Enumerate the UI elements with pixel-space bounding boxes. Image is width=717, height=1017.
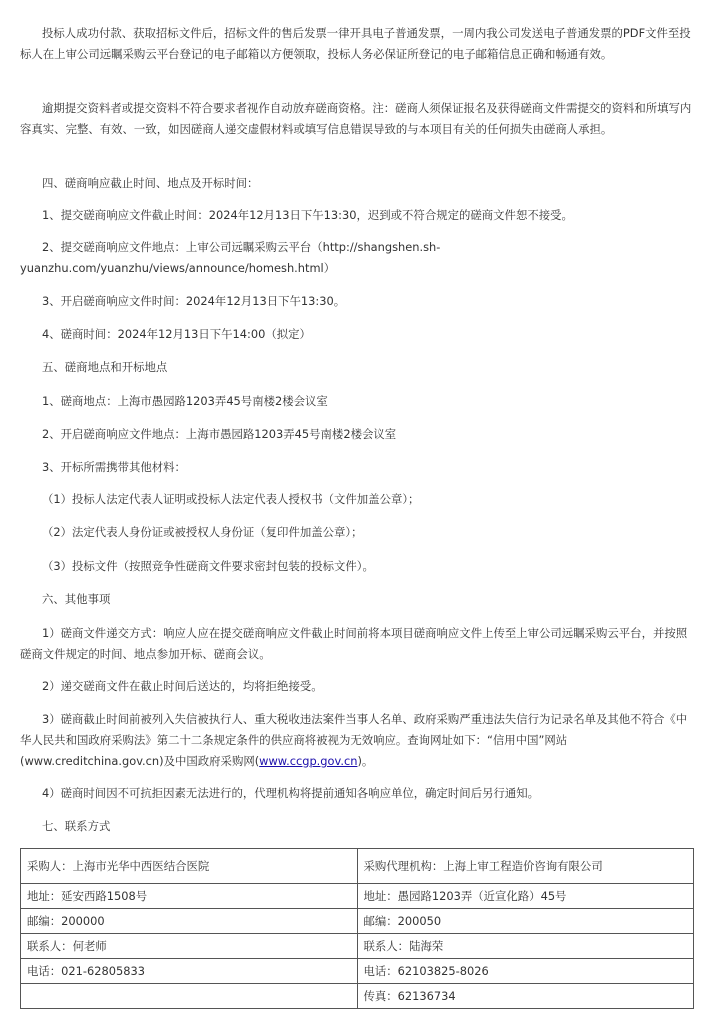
section-4-item-2-text: 2、提交磋商响应文件地点：上审公司远瞩采购云平台（http://shangshen.sh-yuanzhu.com/yuanzhu/views/announce/homesh.html）	[20, 240, 441, 275]
empty-cell	[21, 984, 358, 1009]
purchaser-cell: 采购人：上海市光华中西医结合医院	[21, 849, 358, 884]
section-4-item-3: 3、开启磋商响应文件时间：2024年12月13日下午13:30。	[42, 294, 346, 308]
purchaser-contact-cell: 联系人：何老师	[21, 934, 358, 959]
agency-postcode-cell: 邮编：200050	[357, 909, 694, 934]
section-6-item-3-end: )。	[357, 754, 374, 768]
section-5-material-1: （1）投标人法定代表人证明或投标人法定代表人授权书（文件加盖公章）；	[42, 492, 420, 506]
agency-cell: 采购代理机构：上海上审工程造价咨询有限公司	[357, 849, 694, 884]
section-6-item-2: 2）递交磋商文件在截止时间后送达的，均将拒绝接受。	[42, 679, 323, 693]
table-row	[21, 849, 694, 884]
section-4-item-4: 4、磋商时间：2024年12月13日下午14:00（拟定）	[42, 327, 311, 341]
purchaser-phone-cell: 电话：021-62805833	[21, 959, 358, 984]
section-5-material-3: （3）投标文件（按照竞争性磋商文件要求密封包装的投标文件）。	[42, 559, 374, 573]
section-4-item-2	[20, 237, 694, 279]
section-5-heading: 五、磋商地点和开标地点	[42, 360, 168, 374]
purchaser-address-cell: 地址：延安西路1508号	[21, 884, 358, 909]
table-row	[21, 959, 694, 984]
section-4-heading: 四、磋商响应截止时间、地点及开标时间：	[42, 176, 259, 190]
invoice-paragraph: 投标人成功付款、获取招标文件后，招标文件的售后发票一律开具电子普通发票，一周内我公司发送电子普通发票的PDF文件至投标人在上审公司远瞩采购云平台登记的电子邮箱以方便领取，投标人务必保证所登记的电子邮箱信息正确和畅通有效。	[20, 26, 691, 61]
section-6-item-3	[20, 709, 694, 772]
agency-address-cell: 地址：愚园路1203弄（近宣化路）45号	[357, 884, 694, 909]
purchaser-postcode-cell: 邮编：200000	[21, 909, 358, 934]
agency-contact-cell: 联系人：陆海荣	[357, 934, 694, 959]
agency-fax-cell: 传真：62136734	[357, 984, 694, 1009]
table-row	[21, 884, 694, 909]
agency-phone-cell: 电话：62103825-8026	[357, 959, 694, 984]
section-6-item-1	[20, 623, 694, 665]
section-6-item-3-text: 3）磋商截止时间前被列入失信被执行人、重大税收违法案件当事人名单、政府采购严重违法失信行为记录名单及其他不符合《中华人民共和国政府采购法》第二十二条规定条件的供应商将被视为无效响应。查询网址如下：“信用中国”网站(www.creditchina.gov.cn)及中国政府采购网(	[20, 712, 688, 768]
section-5-item-2: 2、开启磋商响应文件地点：上海市愚园路1203弄45号南楼2楼会议室	[42, 427, 397, 441]
section-5-item-3: 3、开标所需携带其他材料：	[42, 460, 186, 474]
qualification-paragraph: 逾期提交资料者或提交资料不符合要求者视作自动放弃磋商资格。注：磋商人须保证报名及获得磋商文件需提交的资料和所填写内容真实、完整、有效、一致，如因磋商人递交虚假材料或填写信息错误导致的与本项目有关的任何损失由磋商人承担。	[20, 101, 692, 136]
section-6-heading: 六、其他事项	[42, 592, 111, 606]
table-row	[21, 934, 694, 959]
contact-table	[20, 848, 694, 1009]
section-6-item-4: 4）磋商时间因不可抗拒因素无法进行的，代理机构将提前通知各响应单位，确定时间后另行通知。	[42, 786, 540, 800]
ccgp-link[interactable]: www.ccgp.gov.cn	[259, 754, 358, 768]
section-6-item-1-text: 1）磋商文件递交方式：响应人应在提交磋商响应文件截止时间前将本项目磋商响应文件上传至上审公司远瞩采购云平台，并按照磋商文件规定的时间、地点参加开标、磋商会议。	[20, 626, 688, 661]
section-4-item-1: 1、提交磋商响应文件截止时间：2024年12月13日下午13:30，迟到或不符合规定的磋商文件恕不接受。	[42, 208, 573, 222]
section-5-material-2: （2）法定代表人身份证或被授权人身份证（复印件加盖公章）；	[42, 525, 363, 539]
table-row	[21, 984, 694, 1009]
section-7-heading: 七、联系方式	[42, 819, 111, 833]
section-5-item-1: 1、磋商地点：上海市愚园路1203弄45号南楼2楼会议室	[42, 394, 328, 408]
table-row	[21, 909, 694, 934]
